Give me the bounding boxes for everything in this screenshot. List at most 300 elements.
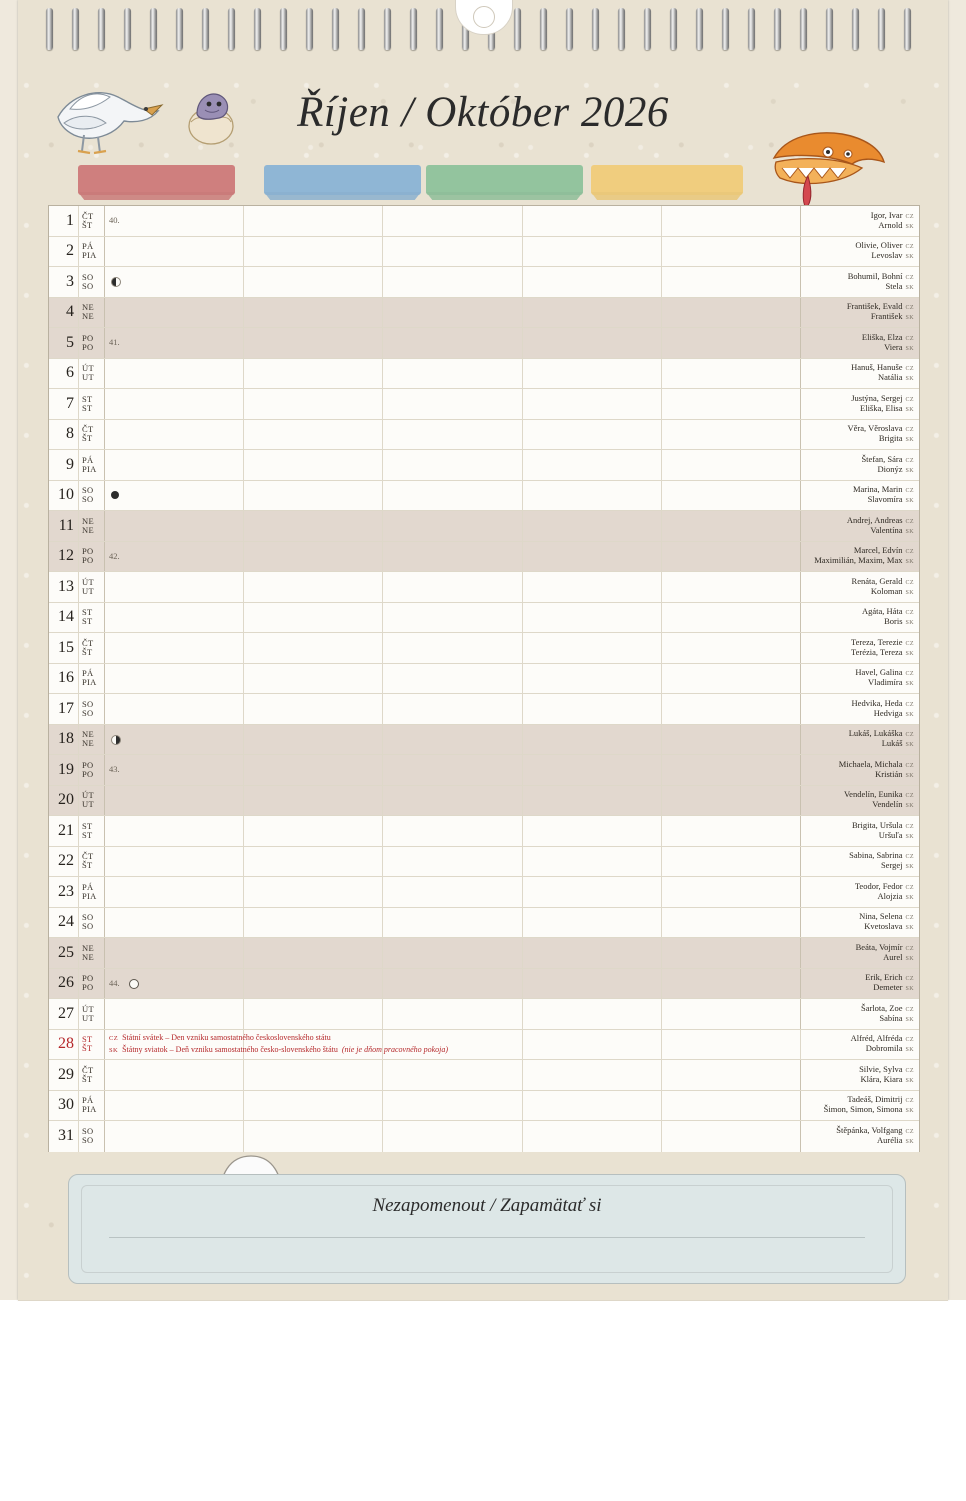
day-of-week-sk: UT — [82, 585, 94, 596]
day-entry-cell[interactable] — [383, 633, 522, 663]
nameday-lang-tag-cz: CZ — [905, 427, 914, 434]
day-number: 20 — [49, 786, 79, 816]
day-row[interactable] — [49, 847, 919, 878]
day-entry-cell[interactable] — [523, 328, 662, 358]
day-of-week-sk: NE — [82, 524, 94, 535]
day-entry-cell[interactable] — [105, 450, 244, 480]
color-ribbons — [78, 165, 758, 201]
day-entry-cell[interactable] — [523, 481, 662, 511]
day-entry-cell[interactable] — [244, 1091, 383, 1121]
day-entry-cell[interactable] — [244, 267, 383, 297]
day-row[interactable] — [49, 206, 919, 237]
nameday-lang-tag-cz: CZ — [905, 274, 914, 281]
nameday-sk — [868, 678, 914, 688]
day-row[interactable] — [49, 298, 919, 329]
spiral-ring — [904, 8, 911, 50]
day-entry-cell[interactable] — [244, 389, 383, 419]
nameday-sk-text: Sabína — [879, 1012, 903, 1023]
day-entry-cell[interactable] — [523, 389, 662, 419]
day-entry-cell[interactable] — [383, 999, 522, 1029]
day-entry-cell[interactable] — [662, 786, 801, 816]
day-of-week — [79, 1060, 105, 1090]
day-entry-cell[interactable] — [244, 542, 383, 572]
day-entry-cell[interactable] — [105, 633, 244, 663]
day-entry-cell[interactable] — [662, 1030, 801, 1060]
nameday-cz-text: Lukáš, Lukáška — [848, 728, 903, 739]
day-row[interactable] — [49, 725, 919, 756]
day-row[interactable] — [49, 633, 919, 664]
day-entry-cell[interactable] — [105, 389, 244, 419]
day-entry-cell[interactable] — [523, 664, 662, 694]
day-entry-cells — [105, 359, 801, 389]
nameday-cz-text: Tereza, Terezie — [851, 636, 903, 647]
day-row[interactable] — [49, 664, 919, 695]
day-entry-cell[interactable] — [662, 450, 801, 480]
day-row[interactable] — [49, 420, 919, 451]
nameday-sk-text: Alojzia — [877, 890, 903, 901]
day-entry-cell[interactable] — [383, 511, 522, 541]
moon-phase-icon — [111, 277, 121, 287]
spiral-ring — [852, 8, 859, 50]
day-entry-cell[interactable] — [244, 816, 383, 846]
day-entry-cell[interactable] — [383, 603, 522, 633]
day-entry-cell[interactable] — [662, 481, 801, 511]
spiral-ring — [254, 8, 261, 50]
day-entry-cell[interactable] — [244, 633, 383, 663]
day-of-week — [79, 603, 105, 633]
day-entry-cell[interactable] — [244, 755, 383, 785]
day-entry-cell[interactable] — [244, 1060, 383, 1090]
day-entry-cell[interactable] — [244, 328, 383, 358]
day-entry-cell[interactable] — [523, 694, 662, 724]
day-entry-cell[interactable] — [383, 664, 522, 694]
day-entry-cell[interactable] — [244, 359, 383, 389]
day-entry-cell[interactable] — [105, 603, 244, 633]
nameday-lang-tag-sk: SK — [905, 284, 914, 291]
nameday-names — [801, 816, 919, 846]
nameday-names — [801, 511, 919, 541]
day-entry-cell[interactable] — [383, 237, 522, 267]
day-entry-cell[interactable] — [662, 633, 801, 663]
day-entry-cell[interactable] — [523, 298, 662, 328]
day-entry-cell[interactable] — [383, 298, 522, 328]
day-entry-cell[interactable] — [662, 908, 801, 938]
day-of-week-sk: SO — [82, 280, 94, 291]
day-row[interactable] — [49, 1091, 919, 1122]
day-entry-cell[interactable] — [662, 1121, 801, 1152]
day-entry-cell[interactable] — [523, 542, 662, 572]
day-entry-cell[interactable] — [662, 847, 801, 877]
spiral-ring — [540, 8, 547, 50]
day-row[interactable] — [49, 908, 919, 939]
day-entry-cell[interactable] — [105, 1091, 244, 1121]
day-entry-cell[interactable] — [662, 725, 801, 755]
day-entry-cell[interactable] — [105, 481, 244, 511]
day-row[interactable] — [49, 938, 919, 969]
day-entry-cell[interactable] — [105, 786, 244, 816]
day-entry-cell[interactable] — [523, 206, 662, 236]
spiral-ring — [436, 8, 443, 50]
day-row[interactable] — [49, 572, 919, 603]
day-entry-cell[interactable] — [523, 1121, 662, 1152]
day-entry-cell[interactable] — [662, 237, 801, 267]
nameday-sk-text: Viera — [884, 341, 903, 352]
day-entry-cell[interactable] — [662, 877, 801, 907]
nameday-sk-text: Koloman — [870, 585, 903, 596]
moon-phase-icon — [111, 491, 119, 499]
day-of-week-sk: NE — [82, 951, 94, 962]
day-entry-cell[interactable] — [105, 969, 244, 999]
nameday-sk-text: Lukáš — [881, 738, 903, 749]
spiral-ring — [202, 8, 209, 50]
day-of-week — [79, 328, 105, 358]
day-entry-cell[interactable] — [523, 755, 662, 785]
day-row[interactable] — [49, 267, 919, 298]
day-of-week — [79, 511, 105, 541]
day-of-week-cz: PO — [82, 332, 94, 343]
day-entry-cell[interactable] — [383, 328, 522, 358]
day-entry-cell[interactable] — [662, 603, 801, 633]
day-entry-cell[interactable] — [105, 328, 244, 358]
day-row[interactable] — [49, 755, 919, 786]
day-of-week — [79, 938, 105, 968]
day-of-week — [79, 420, 105, 450]
day-entry-cell[interactable] — [383, 206, 522, 236]
day-entry-cell[interactable] — [383, 908, 522, 938]
day-entry-cell[interactable] — [383, 420, 522, 450]
day-entry-cell[interactable] — [662, 542, 801, 572]
spiral-ring — [332, 8, 339, 50]
day-of-week — [79, 877, 105, 907]
day-row[interactable] — [49, 542, 919, 573]
day-entry-cell[interactable] — [523, 267, 662, 297]
day-entry-cell[interactable] — [383, 389, 522, 419]
nameday-cz-text: Beáta, Vojmír — [855, 941, 903, 952]
day-entry-cell[interactable] — [105, 511, 244, 541]
day-entry-cell[interactable] — [662, 328, 801, 358]
spiral-ring — [826, 8, 833, 50]
day-entry-cell[interactable] — [105, 1060, 244, 1090]
day-entry-cell[interactable] — [105, 664, 244, 694]
nameday-lang-tag-sk: SK — [905, 437, 914, 444]
day-row[interactable] — [49, 389, 919, 420]
day-entry-cell[interactable] — [383, 877, 522, 907]
day-number: 29 — [49, 1060, 79, 1090]
day-of-week-sk: ŠT — [82, 646, 93, 657]
nameday-cz-text: Věra, Věroslava — [847, 423, 903, 434]
day-of-week-sk: ŠT — [82, 433, 93, 444]
day-row[interactable] — [49, 481, 919, 512]
day-entry-cell[interactable] — [244, 206, 383, 236]
nameday-lang-tag-sk: SK — [905, 650, 914, 657]
day-entry-cell[interactable] — [244, 511, 383, 541]
day-entry-cell[interactable] — [105, 359, 244, 389]
nameday-sk — [879, 434, 914, 444]
day-row[interactable] — [49, 999, 919, 1030]
day-entry-cell[interactable] — [105, 755, 244, 785]
nameday-lang-tag-cz: CZ — [905, 884, 914, 891]
nameday-lang-tag-sk: SK — [905, 467, 914, 474]
day-entry-cell[interactable] — [383, 1060, 522, 1090]
day-entry-cell[interactable] — [662, 816, 801, 846]
day-entry-cell[interactable] — [383, 267, 522, 297]
day-entry-cell[interactable] — [523, 999, 662, 1029]
day-row[interactable] — [49, 1121, 919, 1152]
day-row[interactable] — [49, 969, 919, 1000]
day-of-week — [79, 389, 105, 419]
nameday-sk — [878, 221, 914, 231]
nameday-names — [801, 420, 919, 450]
page-right-edge — [948, 0, 966, 1300]
day-entry-cell[interactable] — [383, 481, 522, 511]
day-row[interactable] — [49, 359, 919, 390]
nameday-lang-tag-cz: CZ — [905, 213, 914, 220]
day-entry-cell[interactable] — [244, 481, 383, 511]
day-entry-cell[interactable] — [105, 572, 244, 602]
nameday-names — [801, 450, 919, 480]
day-of-week-cz: ČT — [82, 210, 94, 221]
week-number: 44. — [109, 977, 120, 988]
nameday-sk-text: Sergej — [880, 860, 903, 871]
nameday-cz-text: Teodor, Fedor — [854, 880, 903, 891]
nameday-sk — [851, 648, 914, 658]
nameday-names — [801, 572, 919, 602]
day-entry-cell[interactable] — [662, 938, 801, 968]
day-entry-cell[interactable] — [244, 298, 383, 328]
day-row[interactable] — [49, 603, 919, 634]
day-row[interactable] — [49, 816, 919, 847]
day-entry-cell[interactable] — [523, 633, 662, 663]
day-row[interactable] — [49, 694, 919, 725]
nameday-sk — [866, 1044, 914, 1054]
nameday-names — [801, 206, 919, 236]
ribbon-yellow — [591, 165, 743, 195]
day-of-week — [79, 725, 105, 755]
day-entry-cell[interactable] — [383, 847, 522, 877]
day-entry-cell[interactable] — [523, 938, 662, 968]
week-number: 41. — [109, 337, 120, 347]
day-entry-cell[interactable] — [105, 420, 244, 450]
day-entry-cell[interactable] — [383, 450, 522, 480]
day-entry-cell[interactable] — [105, 542, 244, 572]
day-entry-cell[interactable] — [662, 206, 801, 236]
day-row[interactable] — [49, 450, 919, 481]
day-entry-cell[interactable] — [383, 1121, 522, 1152]
day-entry-cell[interactable] — [244, 664, 383, 694]
nameday-names — [801, 938, 919, 968]
nameday-lang-tag-cz: CZ — [905, 854, 914, 861]
nameday-lang-tag-cz: CZ — [905, 305, 914, 312]
day-entry-cell[interactable] — [662, 359, 801, 389]
holiday-line-sk — [109, 1044, 669, 1056]
day-entry-cell[interactable] — [383, 542, 522, 572]
day-entry-cell[interactable] — [105, 725, 244, 755]
day-entry-cell[interactable] — [523, 572, 662, 602]
spiral-ring — [46, 8, 53, 50]
day-entry-cell[interactable] — [662, 389, 801, 419]
day-entry-cell[interactable] — [662, 1091, 801, 1121]
day-entry-cell[interactable] — [383, 572, 522, 602]
day-number: 16 — [49, 664, 79, 694]
day-entry-cell[interactable] — [523, 359, 662, 389]
day-entry-cell[interactable] — [662, 999, 801, 1029]
spiral-ring — [722, 8, 729, 50]
day-entry-cell[interactable] — [383, 755, 522, 785]
day-row[interactable] — [49, 237, 919, 268]
day-row[interactable] — [49, 786, 919, 817]
day-entry-cell[interactable] — [105, 237, 244, 267]
day-of-week — [79, 1091, 105, 1121]
nameday-cz-text: Hedvika, Heda — [851, 697, 903, 708]
day-entry-cell[interactable] — [383, 938, 522, 968]
nameday-sk — [877, 1136, 914, 1146]
day-entry-cell[interactable] — [105, 877, 244, 907]
day-entry-cell[interactable] — [523, 450, 662, 480]
day-entry-cell[interactable] — [523, 603, 662, 633]
day-entry-cell[interactable] — [383, 725, 522, 755]
spiral-ring — [124, 8, 131, 50]
day-entry-cell[interactable] — [523, 725, 662, 755]
day-entry-cell[interactable] — [105, 816, 244, 846]
day-entry-cell[interactable] — [662, 298, 801, 328]
day-entry-cells — [105, 1030, 801, 1060]
day-of-week — [79, 206, 105, 236]
day-entry-cell[interactable] — [523, 908, 662, 938]
day-entry-cell[interactable] — [662, 664, 801, 694]
day-entry-cell[interactable] — [105, 694, 244, 724]
day-entry-cell[interactable] — [523, 1060, 662, 1090]
nameday-cz-text: Olivie, Oliver — [855, 240, 903, 251]
spiral-ring — [228, 8, 235, 50]
day-number: 8 — [49, 420, 79, 450]
day-entry-cell[interactable] — [662, 420, 801, 450]
day-of-week-cz: PÁ — [82, 241, 94, 252]
day-entry-cell[interactable] — [523, 847, 662, 877]
day-entry-cell[interactable] — [383, 694, 522, 724]
day-entry-cell[interactable] — [662, 755, 801, 785]
nameday-lang-tag-cz: CZ — [905, 671, 914, 678]
day-entry-cells — [105, 999, 801, 1029]
day-entry-cell[interactable] — [523, 420, 662, 450]
day-entry-cell[interactable] — [244, 969, 383, 999]
nameday-lang-tag-sk: SK — [905, 772, 914, 779]
nameday-lang-tag-sk: SK — [905, 1139, 914, 1146]
day-of-week-cz: NE — [82, 515, 94, 526]
day-entry-cell[interactable] — [105, 908, 244, 938]
day-entry-cell[interactable] — [244, 450, 383, 480]
day-entry-cell[interactable] — [105, 206, 244, 236]
day-of-week — [79, 481, 105, 511]
day-number: 3 — [49, 267, 79, 297]
day-entry-cell[interactable] — [662, 969, 801, 999]
day-entry-cell[interactable] — [662, 694, 801, 724]
nameday-sk — [814, 556, 914, 566]
day-entry-cell[interactable] — [105, 847, 244, 877]
day-entry-cell[interactable] — [244, 237, 383, 267]
day-entry-cell[interactable] — [244, 694, 383, 724]
day-entry-cell[interactable] — [523, 816, 662, 846]
day-of-week — [79, 786, 105, 816]
day-row[interactable] — [49, 877, 919, 908]
nameday-names — [801, 1060, 919, 1090]
day-entry-cell[interactable] — [105, 938, 244, 968]
day-of-week — [79, 908, 105, 938]
day-entry-cell[interactable] — [523, 877, 662, 907]
day-of-week-sk: PIA — [82, 250, 97, 261]
day-entry-cell[interactable] — [662, 511, 801, 541]
holiday-lang-tag-cz: CZ — [109, 1034, 119, 1042]
day-of-week — [79, 542, 105, 572]
day-entry-cell[interactable] — [523, 969, 662, 999]
day-entry-cell[interactable] — [244, 420, 383, 450]
day-grid — [48, 205, 920, 1152]
day-entry-cell[interactable] — [105, 298, 244, 328]
nameday-sk — [864, 922, 914, 932]
day-entry-cell[interactable] — [383, 816, 522, 846]
day-entry-cell[interactable] — [383, 786, 522, 816]
day-entry-cell[interactable] — [105, 1121, 244, 1152]
day-of-week-sk: UT — [82, 372, 94, 383]
day-entry-cell[interactable] — [244, 999, 383, 1029]
nameday-cz-text: Sabina, Sabrina — [849, 850, 903, 861]
day-of-week-cz: ÚT — [82, 1003, 94, 1014]
day-entry-cell[interactable] — [523, 786, 662, 816]
nameday-sk-text: Eliška, Elisa — [860, 402, 903, 413]
day-entry-cell[interactable] — [662, 1060, 801, 1090]
nameday-names — [801, 725, 919, 755]
day-entry-cell[interactable] — [244, 725, 383, 755]
day-row[interactable] — [49, 1030, 919, 1061]
day-of-week-sk: NE — [82, 311, 94, 322]
day-entry-cells — [105, 206, 801, 236]
nameday-sk — [871, 251, 914, 261]
day-entry-cells — [105, 1091, 801, 1121]
day-entry-cell[interactable] — [244, 572, 383, 602]
notes-box[interactable] — [68, 1174, 906, 1284]
nameday-lang-tag-sk: SK — [905, 955, 914, 962]
day-of-week-cz: ST — [82, 393, 93, 404]
day-entry-cell[interactable] — [383, 969, 522, 999]
day-entry-cell[interactable] — [244, 908, 383, 938]
day-entry-cell[interactable] — [662, 267, 801, 297]
day-entry-cell[interactable] — [523, 237, 662, 267]
day-entry-cell[interactable] — [244, 603, 383, 633]
day-entry-cell[interactable] — [105, 999, 244, 1029]
day-entry-cell[interactable] — [662, 572, 801, 602]
day-of-week-sk: UT — [82, 799, 94, 810]
day-row[interactable] — [49, 511, 919, 542]
day-entry-cell[interactable] — [244, 877, 383, 907]
nameday-sk-text: Uršuľa — [878, 829, 903, 840]
day-of-week-cz: PO — [82, 546, 94, 557]
day-entry-cell[interactable] — [244, 938, 383, 968]
day-entry-cell[interactable] — [523, 511, 662, 541]
nameday-lang-tag-sk: SK — [905, 559, 914, 566]
day-entry-cell[interactable] — [383, 1091, 522, 1121]
day-row[interactable] — [49, 1060, 919, 1091]
day-entry-cell[interactable] — [244, 1121, 383, 1152]
day-entry-cell[interactable] — [523, 1091, 662, 1121]
day-of-week-cz: NE — [82, 729, 94, 740]
day-entry-cell[interactable] — [244, 847, 383, 877]
day-entry-cell[interactable] — [383, 359, 522, 389]
nameday-lang-tag-sk: SK — [905, 498, 914, 505]
day-of-week-cz: PO — [82, 759, 94, 770]
day-entry-cell[interactable] — [105, 267, 244, 297]
day-entry-cell[interactable] — [244, 786, 383, 816]
day-of-week — [79, 633, 105, 663]
day-row[interactable] — [49, 328, 919, 359]
